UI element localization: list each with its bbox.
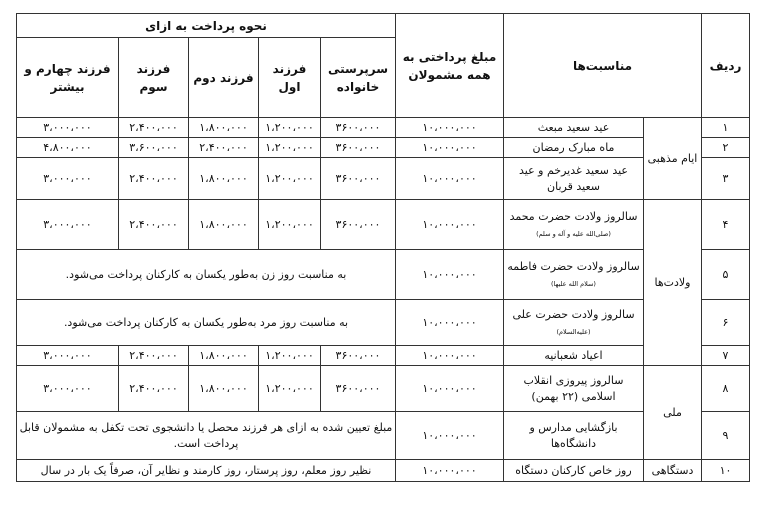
category-organizational: دستگاهی — [644, 460, 702, 482]
row-number: ۷ — [702, 346, 750, 366]
header-child3: فرزند سوم — [119, 38, 189, 118]
child4-cell: ۳،۰۰۰،۰۰۰ — [16, 158, 118, 200]
child3-cell: ۳،۶۰۰،۰۰۰ — [119, 138, 189, 158]
occasion-cell: سالروز پیروزی انقلاب اسلامی (۲۲ بهمن) — [504, 366, 644, 412]
row-number: ۱۰ — [702, 460, 750, 482]
table-row — [16, 138, 749, 158]
header-child2: فرزند دوم — [189, 38, 259, 118]
occasion-cell: روز خاص کارکنان دستگاه — [504, 460, 644, 482]
total-amount-cell: ۱۰،۰۰۰،۰۰۰ — [396, 412, 504, 460]
total-amount-cell: ۱۰،۰۰۰،۰۰۰ — [396, 200, 504, 250]
note-cell: نظیر روز معلم، روز پرستار، روز کارمند و نظایر آن، صرفاً یک بار در سال — [16, 460, 395, 482]
child1-cell: ۱،۲۰۰،۰۰۰ — [259, 366, 321, 412]
child1-cell: ۱،۲۰۰،۰۰۰ — [259, 200, 321, 250]
child1-cell: ۱،۲۰۰،۰۰۰ — [259, 118, 321, 138]
table-row — [16, 300, 749, 346]
header-child1: فرزند اول — [259, 38, 321, 118]
total-amount-cell: ۱۰،۰۰۰،۰۰۰ — [396, 250, 504, 300]
row-number: ۹ — [702, 412, 750, 460]
header-child4: فرزند چهارم و بیشتر — [16, 38, 118, 118]
child2-cell: ۲،۴۰۰،۰۰۰ — [189, 138, 259, 158]
occasion-cell: عید سعید غدیرخم و عید سعید قربان — [504, 158, 644, 200]
table-row — [16, 366, 749, 412]
child1-cell: ۱،۲۰۰،۰۰۰ — [259, 346, 321, 366]
family-head-cell: ۳۶۰۰،۰۰۰ — [321, 158, 396, 200]
honorific-text: (صلی‌الله علیه و آله و سلم) — [536, 229, 611, 238]
row-number: ۲ — [702, 138, 750, 158]
family-head-cell: ۳۶۰۰،۰۰۰ — [321, 138, 396, 158]
note-cell: مبلغ تعیین شده به ازای هر فرزند محصل یا دانشجوی تحت تکفل به مشمولان قابل پرداخت است. — [16, 412, 395, 460]
row-number: ۵ — [702, 250, 750, 300]
payment-table-wrapper — [17, 13, 750, 482]
category-religious: ایام مذهبی — [644, 118, 702, 200]
row-number: ۱ — [702, 118, 750, 138]
header-payment-group: نحوه پرداخت به ازای — [16, 14, 395, 38]
occasion-cell: اعیاد شعبانیه — [504, 346, 644, 366]
child1-cell: ۱،۲۰۰،۰۰۰ — [259, 138, 321, 158]
family-head-cell: ۳۶۰۰،۰۰۰ — [321, 366, 396, 412]
note-cell: به مناسبت روز زن به‌طور یکسان به کارکنان پرداخت می‌شود. — [16, 250, 395, 300]
child4-cell: ۳،۰۰۰،۰۰۰ — [16, 346, 118, 366]
child2-cell: ۱،۸۰۰،۰۰۰ — [189, 118, 259, 138]
occasion-cell: بازگشایی مدارس و دانشگاه‌ها — [504, 412, 644, 460]
honorific-text: (سلام الله علیها) — [551, 279, 596, 288]
occasion-text: سالروز ولادت حضرت محمد — [509, 209, 638, 223]
occasion-cell — [504, 300, 644, 346]
table-row — [16, 460, 749, 482]
total-amount-cell: ۱۰،۰۰۰،۰۰۰ — [396, 366, 504, 412]
family-head-cell: ۳۶۰۰،۰۰۰ — [321, 200, 396, 250]
occasion-cell: ماه مبارک رمضان — [504, 138, 644, 158]
header-family-head: سرپرستی خانواده — [321, 38, 396, 118]
family-head-cell: ۳۶۰۰،۰۰۰ — [321, 346, 396, 366]
child2-cell: ۱،۸۰۰،۰۰۰ — [189, 346, 259, 366]
child3-cell: ۲،۴۰۰،۰۰۰ — [119, 118, 189, 138]
row-number: ۳ — [702, 158, 750, 200]
child2-cell: ۱،۸۰۰،۰۰۰ — [189, 158, 259, 200]
category-births: ولادت‌ها — [644, 200, 702, 366]
table-row — [16, 412, 749, 460]
child4-cell: ۳،۰۰۰،۰۰۰ — [16, 366, 118, 412]
occasion-text: سالروز ولادت حضرت فاطمه — [507, 259, 640, 273]
header-total-amount: مبلغ پرداختی به همه مشمولان — [396, 14, 504, 118]
table-row — [16, 346, 749, 366]
table-row — [16, 200, 749, 250]
row-number: ۴ — [702, 200, 750, 250]
child4-cell: ۳،۰۰۰،۰۰۰ — [16, 200, 118, 250]
child4-cell: ۳،۰۰۰،۰۰۰ — [16, 118, 118, 138]
honorific-text: (علیه‌السلام) — [556, 327, 591, 336]
header-occasions: مناسبت‌ها — [504, 14, 702, 118]
total-amount-cell: ۱۰،۰۰۰،۰۰۰ — [396, 158, 504, 200]
category-national: ملی — [644, 366, 702, 460]
row-number: ۸ — [702, 366, 750, 412]
header-row-top — [16, 14, 749, 38]
family-head-cell: ۳۶۰۰،۰۰۰ — [321, 118, 396, 138]
occasion-cell: عید سعید مبعث — [504, 118, 644, 138]
table-row — [16, 118, 749, 138]
occasion-cell — [504, 200, 644, 250]
occasion-text: سالروز ولادت حضرت علی — [512, 307, 635, 321]
total-amount-cell: ۱۰،۰۰۰،۰۰۰ — [396, 300, 504, 346]
header-row-no: ردیف — [702, 14, 750, 118]
table-row — [16, 250, 749, 300]
total-amount-cell: ۱۰،۰۰۰،۰۰۰ — [396, 460, 504, 482]
child1-cell: ۱،۲۰۰،۰۰۰ — [259, 158, 321, 200]
total-amount-cell: ۱۰،۰۰۰،۰۰۰ — [396, 346, 504, 366]
child2-cell: ۱،۸۰۰،۰۰۰ — [189, 366, 259, 412]
total-amount-cell: ۱۰،۰۰۰،۰۰۰ — [396, 138, 504, 158]
child4-cell: ۴،۸۰۰،۰۰۰ — [16, 138, 118, 158]
row-number: ۶ — [702, 300, 750, 346]
child2-cell: ۱،۸۰۰،۰۰۰ — [189, 200, 259, 250]
child3-cell: ۲،۴۰۰،۰۰۰ — [119, 366, 189, 412]
note-cell: به مناسبت روز مرد به‌طور یکسان به کارکنان پرداخت می‌شود. — [16, 300, 395, 346]
child3-cell: ۲،۴۰۰،۰۰۰ — [119, 200, 189, 250]
total-amount-cell: ۱۰،۰۰۰،۰۰۰ — [396, 118, 504, 138]
child3-cell: ۲،۴۰۰،۰۰۰ — [119, 158, 189, 200]
table-row — [16, 158, 749, 200]
occasion-cell — [504, 250, 644, 300]
child3-cell: ۲،۴۰۰،۰۰۰ — [119, 346, 189, 366]
payment-table — [16, 13, 750, 482]
